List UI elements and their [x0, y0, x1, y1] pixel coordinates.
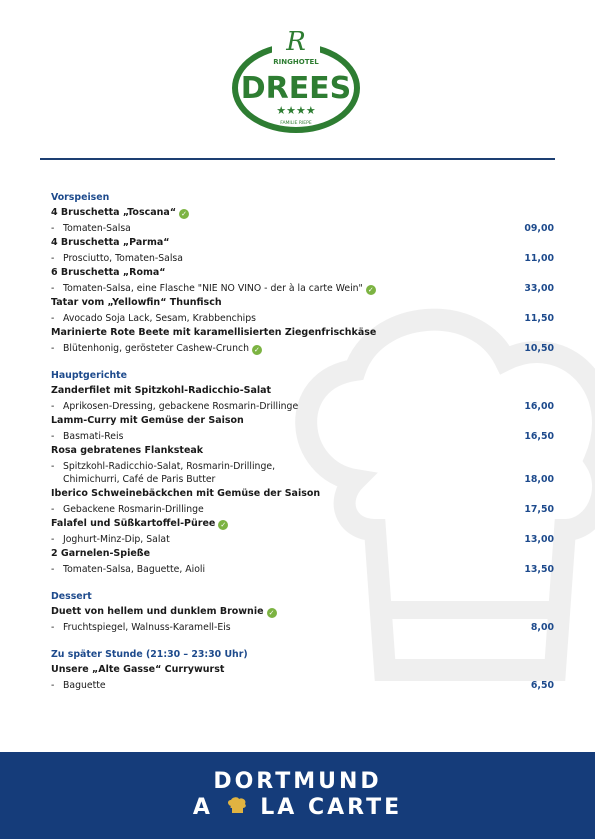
dish-description	[51, 222, 514, 235]
description-text	[63, 533, 170, 546]
dish-description	[51, 400, 514, 413]
dish-name	[51, 237, 554, 249]
dish-price: 33,00	[524, 283, 554, 294]
dish-price: 16,00	[524, 401, 554, 412]
dish-description-row	[51, 342, 554, 355]
footer-brand-prefix: A	[192, 795, 213, 820]
dish-name	[51, 327, 554, 339]
dish-description-row	[51, 460, 554, 486]
dish-name-text: Tatar vom „Yellowfin“ Thunfisch	[51, 297, 222, 308]
footer-brand-suffix: LA CARTE	[260, 795, 403, 820]
dish-name-text: Marinierte Rote Beete mit karamellisierten Ziegenfrischkäse	[51, 327, 377, 338]
dish-description	[51, 252, 514, 265]
description-dash: -	[51, 313, 55, 324]
logo-subline: FAMILIE RIEPE	[280, 121, 312, 126]
description-text-content: Tomaten-Salsa, eine Flasche "NIE NO VINO - der à la carte Wein"	[63, 283, 363, 294]
dish-description	[51, 533, 514, 546]
menu-section	[51, 649, 554, 692]
dish-price: 10,50	[524, 343, 554, 354]
dish-name	[51, 445, 554, 457]
description-dash: -	[51, 283, 55, 294]
dish-name	[51, 267, 554, 279]
dish-name-text: 2 Garnelen-Spieße	[51, 548, 151, 559]
dish-name	[51, 606, 554, 618]
logo-stars: ★★★★	[276, 104, 316, 117]
description-text	[63, 621, 231, 634]
description-text	[63, 252, 183, 265]
dish-name-text: Lamm-Curry mit Gemüse der Saison	[51, 415, 244, 426]
dish-price: 11,00	[524, 253, 554, 264]
menu-section	[51, 591, 554, 634]
description-dash: -	[51, 504, 55, 515]
dish-name-text: 4 Bruschetta „Parma“	[51, 237, 170, 248]
description-text	[63, 460, 275, 486]
logo-monogram: R	[286, 27, 306, 57]
description-text-content: Tomaten-Salsa	[63, 223, 131, 234]
dish-description	[51, 563, 514, 576]
menu-section	[51, 370, 554, 576]
description-text-content: Avocado Soja Lack, Sesam, Krabbenchips	[63, 313, 256, 324]
dish-description	[51, 342, 514, 355]
menu-list	[51, 192, 554, 707]
footer-city: DORTMUND	[213, 769, 382, 794]
dish-name-text: Rosa gebratenes Flanksteak	[51, 445, 204, 456]
dish-name	[51, 415, 554, 427]
section-title: Dessert	[51, 591, 92, 602]
description-dash: -	[51, 431, 55, 442]
dish-description-row	[51, 282, 554, 295]
description-text-content: Prosciutto, Tomaten-Salsa	[63, 253, 183, 264]
logo-tagline: RINGHOTEL	[273, 58, 319, 66]
description-text	[63, 563, 205, 576]
dish-name-text: Unsere „Alte Gasse“ Currywurst	[51, 664, 225, 675]
vegetarian-check-icon: ✓	[267, 608, 277, 618]
footer-brand	[0, 795, 595, 820]
dish-description-row	[51, 563, 554, 576]
description-dash: -	[51, 564, 55, 575]
description-text-content: Blütenhonig, gerösteter Cashew-Crunch	[63, 343, 249, 354]
description-text-content: Basmati-Reis	[63, 431, 124, 442]
dish-price: 16,50	[524, 431, 554, 442]
description-text	[63, 400, 298, 413]
dish-description-row	[51, 252, 554, 265]
description-text	[63, 679, 106, 692]
description-dash: -	[51, 253, 55, 264]
dish-price: 09,00	[524, 223, 554, 234]
dish-description-row	[51, 312, 554, 325]
dish-description-row	[51, 400, 554, 413]
dish-price: 6,50	[530, 680, 554, 691]
description-dash: -	[51, 680, 55, 691]
dish-price: 11,50	[524, 313, 554, 324]
description-dash: -	[51, 622, 55, 633]
vegetarian-check-icon: ✓	[366, 285, 376, 295]
description-dash: -	[51, 534, 55, 545]
dish-name	[51, 518, 554, 530]
description-dash: -	[51, 461, 55, 472]
dish-price: 17,50	[524, 504, 554, 515]
logo-name: DREES	[240, 71, 352, 106]
dish-description-row	[51, 533, 554, 546]
vegetarian-check-icon: ✓	[252, 345, 262, 355]
dish-description-row	[51, 430, 554, 443]
description-text	[63, 282, 376, 295]
dish-description	[51, 282, 514, 295]
description-text-content: Baguette	[63, 680, 106, 691]
dish-name	[51, 297, 554, 309]
dish-description	[51, 679, 514, 692]
description-text-content: Joghurt-Minz-Dip, Salat	[63, 534, 170, 545]
dish-description-row	[51, 503, 554, 516]
header-divider	[40, 158, 555, 160]
chef-hat-icon	[226, 796, 248, 816]
section-title: Vorspeisen	[51, 192, 110, 203]
dish-name-text: Duett von hellem und dunklem Brownie	[51, 606, 264, 617]
dish-name	[51, 664, 554, 676]
dish-description-row	[51, 679, 554, 692]
dish-name-text: Zanderfilet mit Spitzkohl-Radicchio-Salat	[51, 385, 272, 396]
description-text-content: Gebackene Rosmarin-Drillinge	[63, 504, 204, 515]
description-text	[63, 503, 204, 516]
description-text-content: Spitzkohl-Radicchio-Salat, Rosmarin-Drillinge, Chimichurri, Café de Paris Butter	[63, 461, 276, 485]
description-dash: -	[51, 223, 55, 234]
dish-description-row	[51, 621, 554, 634]
dish-price: 8,00	[530, 622, 554, 633]
dish-name	[51, 385, 554, 397]
dish-description-row	[51, 222, 554, 235]
vegetarian-check-icon: ✓	[179, 209, 189, 219]
dish-description	[51, 503, 514, 516]
vegetarian-check-icon: ✓	[218, 520, 228, 530]
description-text	[63, 222, 131, 235]
dish-name	[51, 488, 554, 500]
dish-name	[51, 207, 554, 219]
dish-description	[51, 621, 514, 634]
section-title: Zu später Stunde (21:30 – 23:30 Uhr)	[51, 649, 248, 660]
footer-banner	[0, 752, 595, 839]
section-title: Hauptgerichte	[51, 370, 128, 381]
dish-description	[51, 430, 514, 443]
dish-name-text: 4 Bruschetta „Toscana“	[51, 207, 177, 218]
hotel-logo	[232, 26, 360, 138]
description-text-content: Tomaten-Salsa, Baguette, Aioli	[63, 564, 206, 575]
dish-price: 18,00	[524, 474, 554, 485]
dish-name-text: Iberico Schweinebäckchen mit Gemüse der Saison	[51, 488, 321, 499]
description-text	[63, 342, 262, 355]
dish-name-text: Falafel und Süßkartoffel-Püree	[51, 518, 216, 529]
dish-price: 13,00	[524, 534, 554, 545]
dish-price: 13,50	[524, 564, 554, 575]
dish-description	[51, 460, 514, 486]
description-text-content: Aprikosen-Dressing, gebackene Rosmarin-Drillinge	[63, 401, 299, 412]
description-text	[63, 312, 256, 325]
dish-name-text: 6 Bruschetta „Roma“	[51, 267, 166, 278]
dish-name	[51, 548, 554, 560]
menu-section	[51, 192, 554, 355]
description-dash: -	[51, 401, 55, 412]
description-dash: -	[51, 343, 55, 354]
dish-description	[51, 312, 514, 325]
description-text-content: Fruchtspiegel, Walnuss-Karamell-Eis	[63, 622, 231, 633]
description-text	[63, 430, 123, 443]
